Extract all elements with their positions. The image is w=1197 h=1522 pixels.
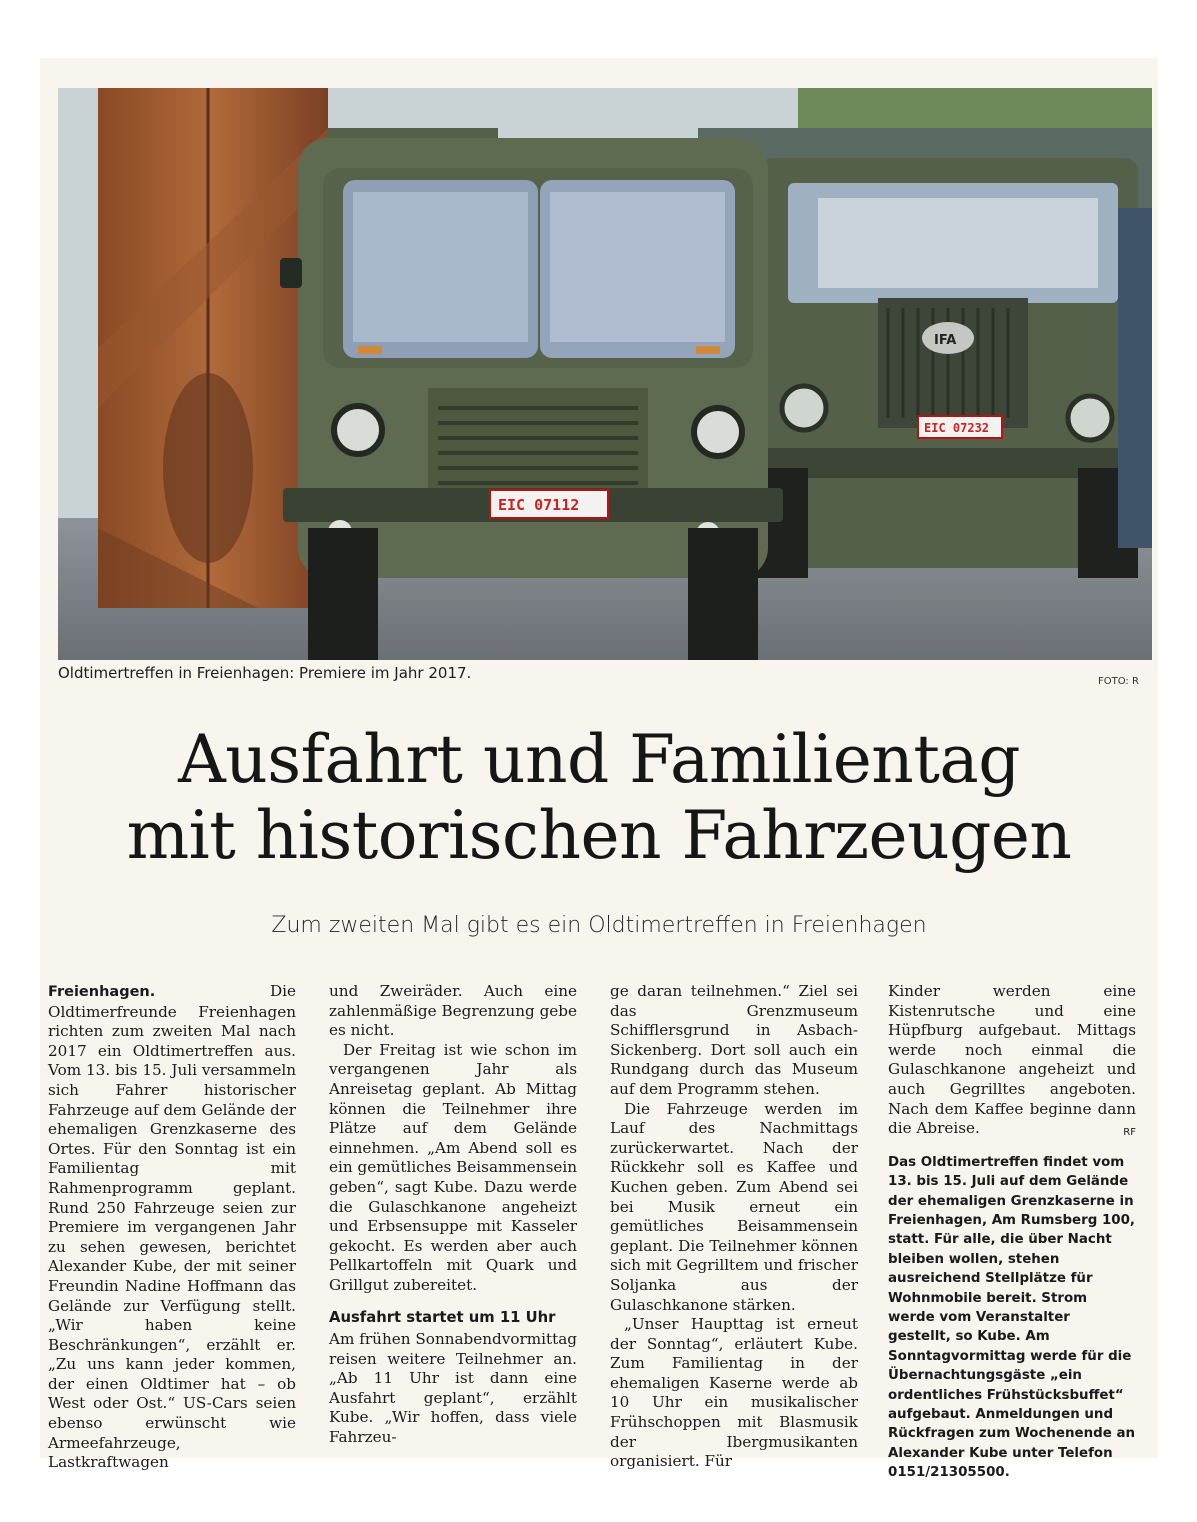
paragraph: Die Fahrzeuge werden im Lauf des Nachmittags zurückerwartet. Nach der Rückkehr soll es Kaffee und Kuchen geben. Zum Abend sei bei Musik erneut ein gemütliches Beisammensein geplant. Die Teilnehmer können sich mit Gegrilltem und frischer Soljanka aus der Gulaschkanone stärken.: [610, 1099, 858, 1314]
paragraph: [888, 982, 1136, 1139]
paragraph: und Zweiräder. Auch eine zahlenmäßige Begrenzung gebe es nicht.: [329, 982, 577, 1040]
trucks-illustration: [58, 88, 1152, 660]
paragraph: [48, 982, 296, 1473]
body-text: Die Oldtimerfreunde Freienhagen richten zum zweiten Mal nach 2017 ein Oldtimertreffen aus. Vom 13. bis 15. Juli versammeln sich Fahrer historischer Fahrzeuge auf dem Gelände der ehemaligen Grenzkaserne des Ortes. Für den Sonntag ist ein Familientag mit Rahmenprogramm geplant. Rund 250 Fahrzeuge seien zur Premiere im vergangenen Jahr zu sehen gewesen, berichtet Alexander Kube, der mit seiner Freundin Nadine Hoffmann das Gelände zur Verfügung stellt. „Wir haben keine Beschränkungen“, erzählt er. „Zu uns kann jeder kommen, der einen Oldtimer hat – ob West oder Ost.“ US-Cars seien ebenso erwünscht wie Armeefahrzeuge, Lastkraftwagen: [48, 982, 296, 1472]
subheadline: Zum zweiten Mal gibt es ein Oldtimertreffen in Freienhagen: [271, 913, 927, 938]
article-column-3: [610, 982, 858, 1472]
info-box: Das Oldtimertreffen findet vom 13. bis 15. Juli auf dem Gelände der ehemaligen Grenzkaserne in Freienhagen, Am Rumsberg 100, statt. Für alle, die über Nacht bleiben wollen, stehen ausreichend Stellplätze für Wohnmobile bereit. Strom werde vom Veranstalter gestellt, so Kube. Am Sonntagvormittag werde für die Übernachtungsgäste „ein ordentliches Frühstücksbuffet“ aufgebaut. Anmeldungen und Rückfragen zum Wochenende an Alexander Kube unter Telefon 0151/21305500.: [888, 1154, 1136, 1481]
dateline: Freienhagen.: [48, 984, 156, 1000]
photo-credit: FOTO: R: [1098, 676, 1139, 687]
headline-line-1: Ausfahrt und Familientag: [178, 721, 1020, 798]
article-photo: [58, 88, 1152, 660]
body-text: Kinder werden eine Kistenrutsche und eine Hüpfburg aufgebaut. Mittags werde noch einmal die Gulaschkanone angeheizt und auch Gegrilltes angeboten. Nach dem Kaffee beginne dann die Abreise.: [888, 982, 1136, 1138]
headline-line-2: mit historischen Fahrzeugen: [126, 797, 1072, 874]
photo-caption: Oldtimertreffen in Freienhagen: Premiere im Jahr 2017.: [58, 664, 472, 682]
author-initials: RF: [1123, 1127, 1136, 1139]
article-column-4: [888, 982, 1136, 1483]
article-column-1: [48, 982, 296, 1473]
truck-badge: IFA: [934, 333, 957, 348]
paragraph: Der Freitag ist wie schon im vergangenen Jahr als Anreisetag geplant. Ab Mittag können die Teilnehmer ihre Plätze auf dem Gelände einnehmen. „Am Abend soll es ein gemütliches Beisammensein geben“, sagt Kube. Dazu werde die Gulaschkanone angeheizt und Erbsensuppe mit Kasseler gekocht. Es werden aber auch Pellkartoffeln mit Quark und Grillgut zubereitet.: [329, 1040, 577, 1294]
subheading: Ausfahrt startet um 11 Uhr: [329, 1308, 556, 1326]
headline: [40, 722, 1158, 874]
paragraph: ge daran teilnehmen.“ Ziel sei das Grenzmuseum Schifflersgrund in Asbach-Sickenberg. Dort soll auch ein Rundgang durch das Museum auf dem Programm stehen.: [610, 982, 858, 1098]
paragraph: Am frühen Sonnabendvormittag reisen weitere Teilnehmer an. „Ab 11 Uhr ist dann eine Ausfahrt geplant“, erzählt Kube. „Wir hoffen, dass viele Fahrzeu-: [329, 1330, 577, 1447]
paragraph: „Unser Haupttag ist erneut der Sonntag“, erläutert Kube. Zum Familientag in der ehemaligen Kaserne werde ab 10 Uhr ein musikalischer Frühschoppen mit Blasmusik der Ibergmusikanten organisiert. Für: [610, 1315, 858, 1471]
article-column-2: [329, 982, 577, 1448]
license-plate-right: EIC 07232: [924, 421, 990, 435]
license-plate-left: EIC 07112: [498, 496, 580, 514]
